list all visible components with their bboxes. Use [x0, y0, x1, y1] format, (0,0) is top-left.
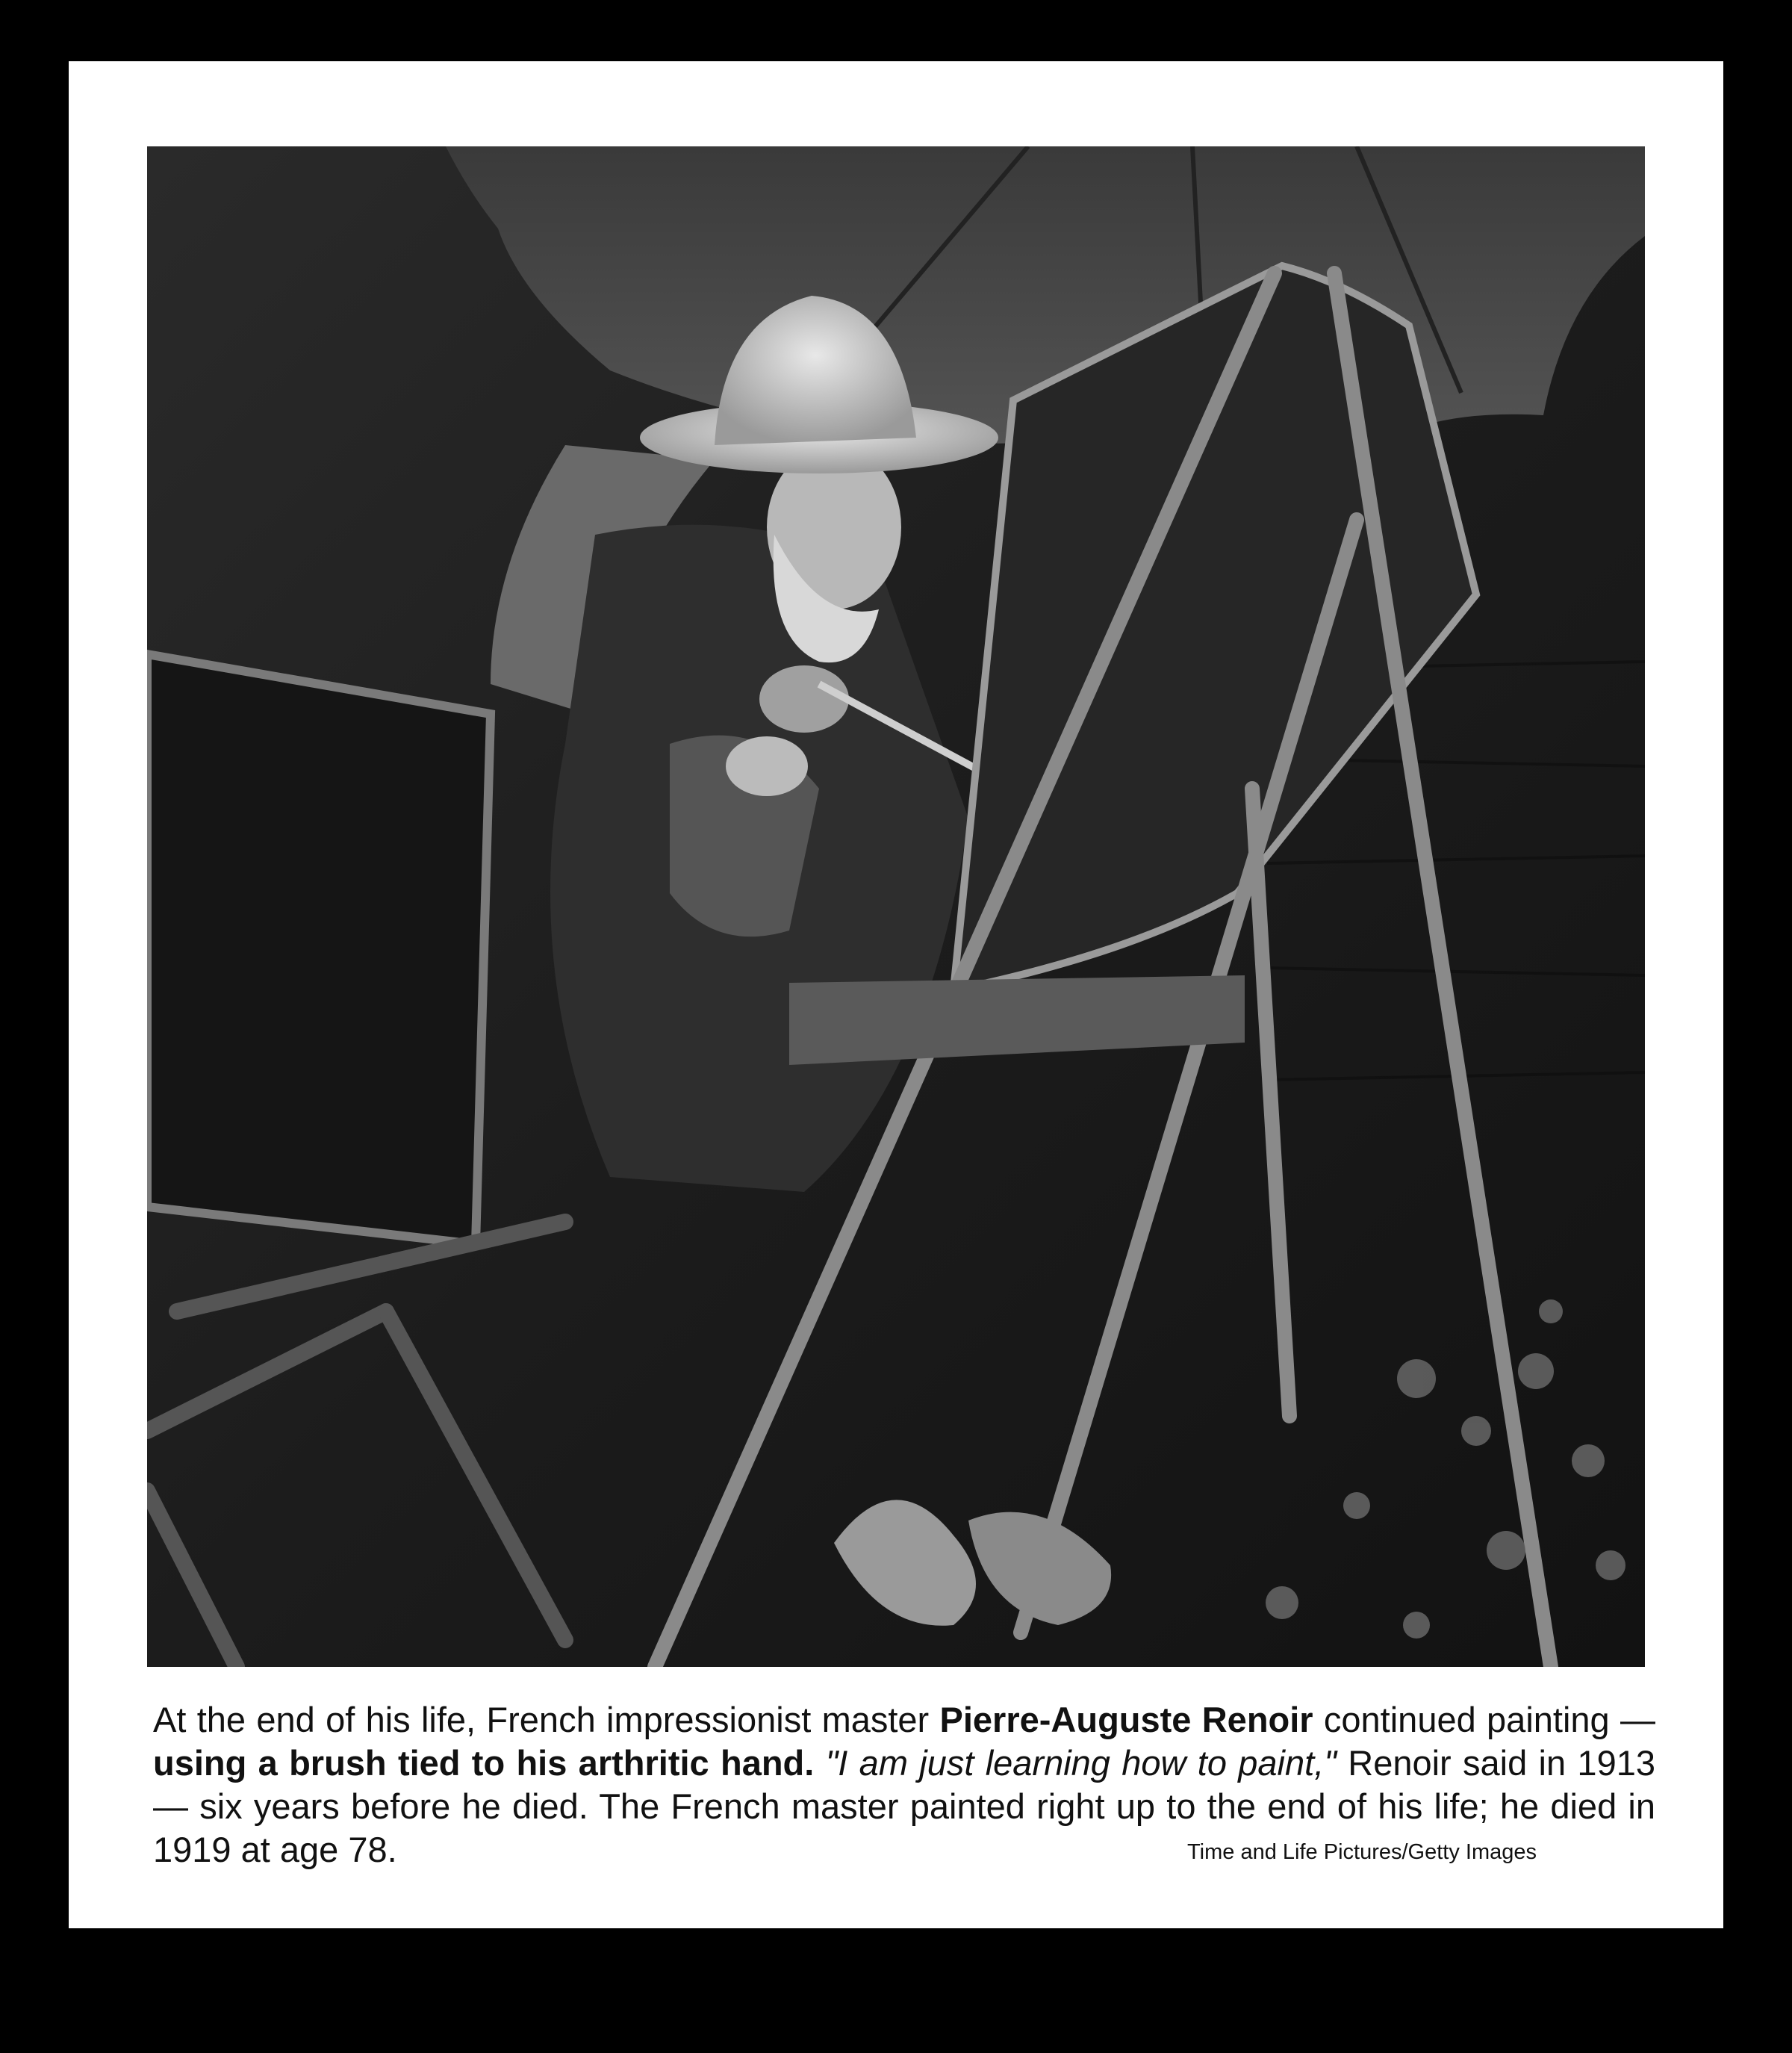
- photo-card: [69, 61, 1723, 1928]
- caption-intro: At the end of his life, French impressionist master: [153, 1700, 940, 1739]
- caption-outro: Renoir said in 1913 — six years before he died. The French master painted right up to the end of his life; he died in 1919 at age 78.: [153, 1743, 1655, 1869]
- photograph-illustration: [147, 146, 1645, 1667]
- renoir-photograph: [147, 146, 1645, 1667]
- photo-credit: Time and Life Pictures/Getty Images: [1187, 1840, 1537, 1864]
- caption-mid: continued painting —: [1313, 1700, 1655, 1739]
- caption-space: [814, 1743, 825, 1783]
- caption-artist-name: Pierre-Auguste Renoir: [939, 1700, 1313, 1739]
- caption-bold-phrase: using a brush tied to his arthritic hand.: [153, 1743, 815, 1783]
- caption-quote: "I am just learning how to paint,": [825, 1743, 1337, 1783]
